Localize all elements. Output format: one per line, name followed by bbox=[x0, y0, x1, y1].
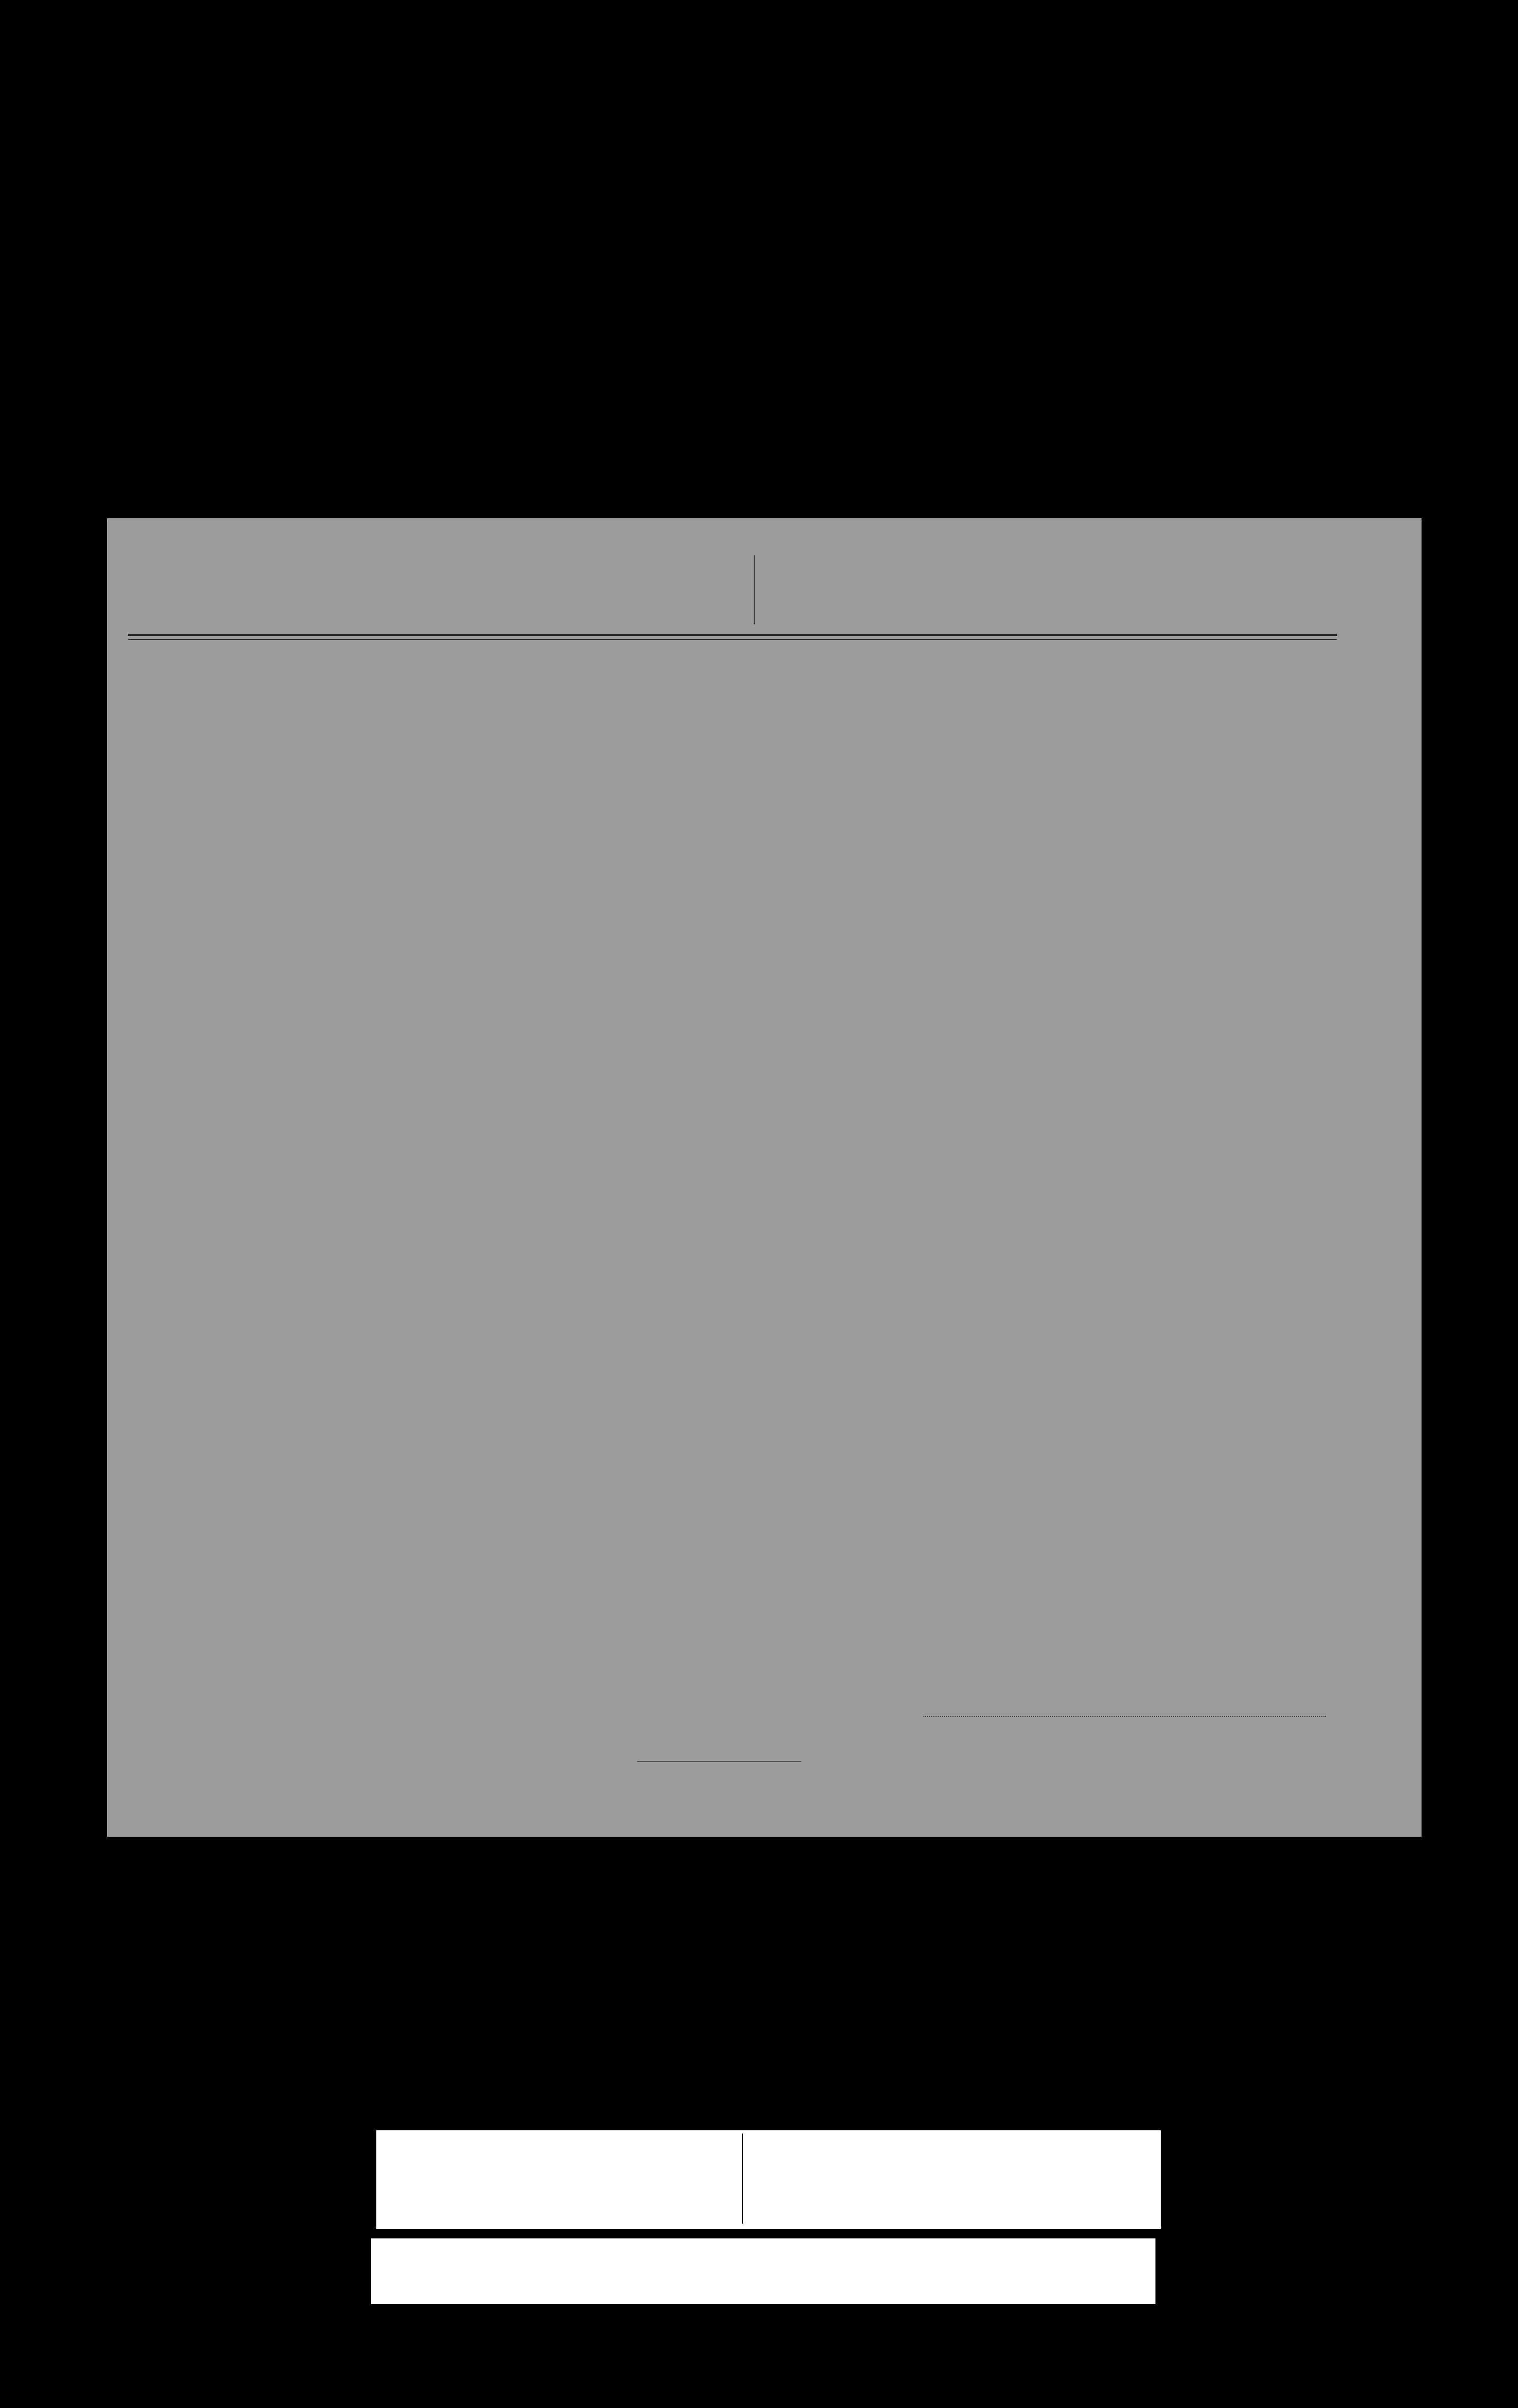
archive-reference-label bbox=[376, 2130, 1161, 2229]
ranks-table bbox=[107, 518, 1422, 1837]
archives-banner bbox=[371, 2238, 1155, 2304]
label-divider bbox=[742, 2133, 743, 2224]
signature-line bbox=[923, 1716, 1326, 1717]
pay-sheet-document bbox=[107, 518, 1422, 1837]
stamp-rule bbox=[637, 1761, 801, 1762]
